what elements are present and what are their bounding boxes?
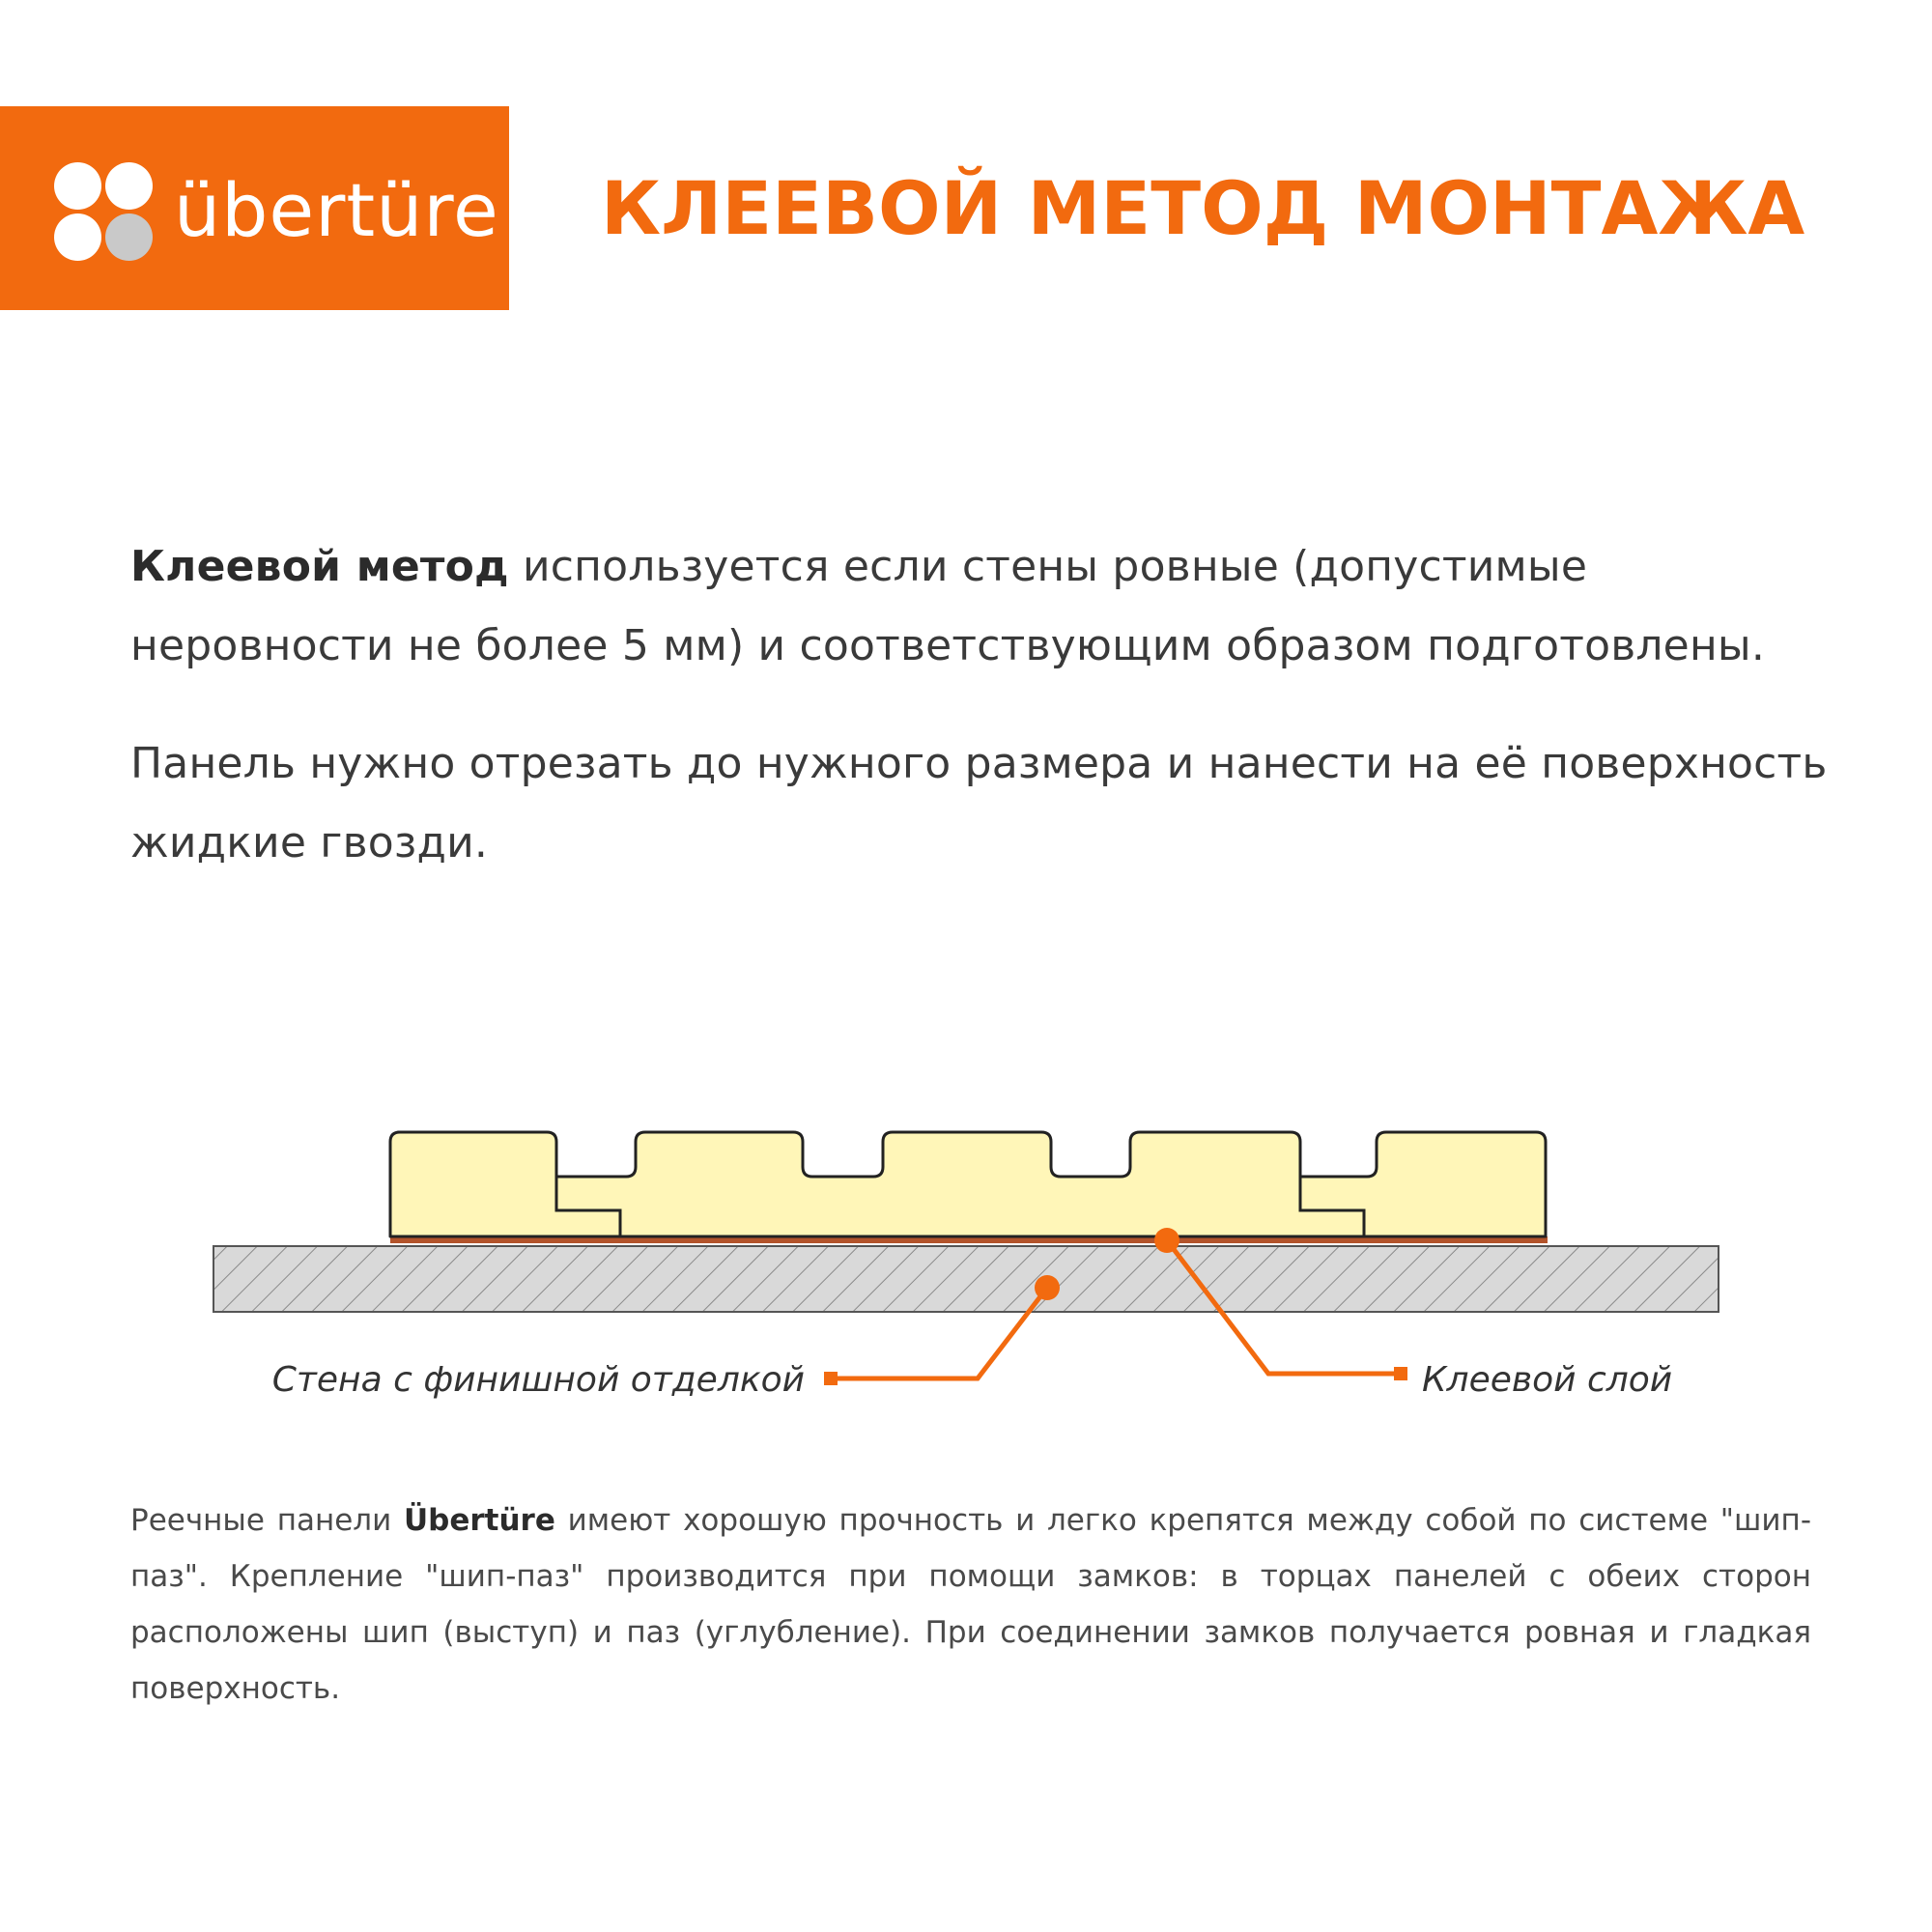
brand-header (0, 106, 509, 310)
brand-logo-text: übertüre (174, 167, 499, 253)
label-glue: Клеевой слой (1422, 1360, 1673, 1400)
logo-icon (54, 162, 153, 261)
footnote-brand: Übertüre (403, 1503, 555, 1538)
intro-text-1: используется если стены ровные (допустимые неровности не более 5 мм) и соответствующим образом подготовлены. (130, 542, 1766, 670)
page-title: КЛЕЕВОЙ МЕТОД МОНТАЖА (601, 165, 1805, 251)
footnote-text-1: Реечные панели (130, 1503, 404, 1538)
installation-diagram (0, 1092, 1932, 1439)
intro-paragraph-1 (130, 527, 1831, 686)
intro-paragraph-2: Панель нужно отрезать до нужного размера и нанести на её поверхность жидкие гвозди. (130, 739, 1828, 867)
footnote-text-2: имеют хорошую прочность и легко крепятся между собой по системе "шип-паз". Крепление "шип-паз" производится при помощи замков: в торцах панелей с обеих сторон расположены шип (выступ) и паз (углубление). При соединении замков получается ровная и гладкая поверхность. (130, 1503, 1812, 1706)
footnote-paragraph (130, 1492, 1811, 1717)
intro-bold-term: Клеевой метод (130, 542, 509, 591)
wall-section (213, 1246, 1719, 1312)
panel-profile (390, 1132, 1546, 1236)
label-wall: Стена с финишной отделкой (271, 1360, 805, 1400)
